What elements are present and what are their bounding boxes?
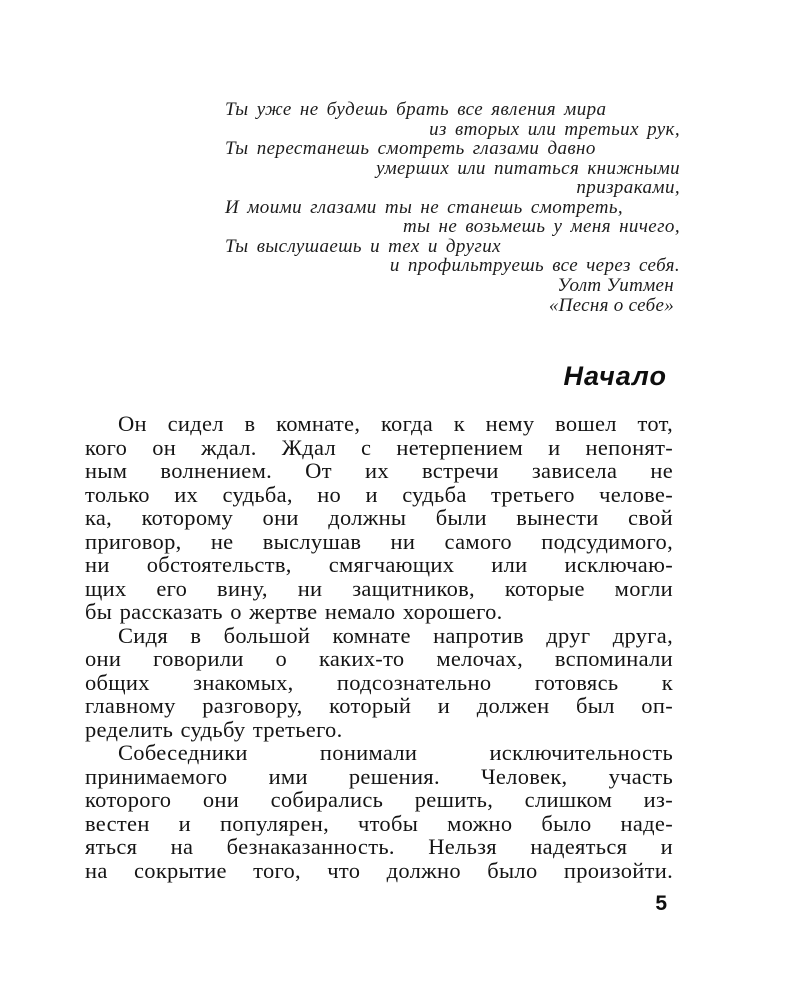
attribution-line: Уолт Уитмен bbox=[557, 275, 674, 296]
body-line: яться на безнаказанность. Нельзя надеяться и bbox=[85, 834, 673, 859]
body-line: общих знакомых, подсознательно готовясь к bbox=[85, 669, 673, 695]
paragraph bbox=[85, 624, 673, 742]
body-line: ным волнением. От их встречи зависела не bbox=[85, 458, 673, 483]
body-line: главному разговору, который и должен был оп- bbox=[85, 693, 673, 718]
attribution-line: «Песня о себе» bbox=[548, 295, 674, 316]
epigraph-line: умерших или питаться книжными bbox=[376, 157, 680, 179]
epigraph-line: и профильтруешь все через себя. bbox=[389, 255, 680, 276]
body-line: Сидя в большой комнате напротив друг друга, bbox=[118, 622, 673, 648]
body-line: на сокрытие того, что должно было произойти. bbox=[85, 857, 673, 883]
body-line: кого он ждал. Ждал с нетерпением и непонят- bbox=[85, 434, 673, 460]
epigraph-line: И моими глазами ты не станешь смотреть, bbox=[225, 196, 624, 218]
epigraph-line: ты не возьмешь у меня ничего, bbox=[403, 216, 680, 237]
body-line: бы рассказать о жертве немало хорошего. bbox=[85, 599, 503, 624]
epigraph-attribution bbox=[374, 276, 674, 316]
body-line: Собеседники понимали исключительность bbox=[118, 740, 673, 765]
paragraph bbox=[85, 412, 673, 624]
body-line: принимаемого ими решения. Человек, участь bbox=[85, 763, 673, 789]
body-line: ни обстоятельств, смягчающих или исключаю- bbox=[85, 552, 673, 577]
epigraph-poem bbox=[225, 100, 680, 276]
body-line: которого они собирались решить, слишком из- bbox=[85, 787, 673, 812]
body-line: они говорили о каких-то мелочах, вспоминали bbox=[85, 646, 673, 671]
body-line: приговор, не выслушав ни самого подсудимого, bbox=[85, 528, 673, 554]
epigraph-line: Ты выслушаешь и тех и других bbox=[225, 235, 501, 257]
epigraph-line: Ты уже не будешь брать все явления мира bbox=[225, 99, 607, 120]
epigraph-line: из вторых или третьих рук, bbox=[429, 118, 680, 140]
page-number: 5 bbox=[655, 892, 667, 915]
paragraph bbox=[85, 741, 673, 882]
chapter-title: Начало bbox=[563, 361, 667, 391]
body-line: ределить судьбу третьего. bbox=[85, 716, 343, 742]
epigraph-line: призраками, bbox=[576, 177, 680, 198]
epigraph-line: Ты перестанешь смотреть глазами давно bbox=[225, 138, 596, 159]
body-text bbox=[85, 412, 673, 882]
body-line: только их судьба, но и судьба третьего челове- bbox=[85, 481, 673, 507]
body-line: вестен и популярен, чтобы можно было наде- bbox=[85, 810, 673, 836]
body-line: щих его вину, ни защитников, которые могли bbox=[85, 575, 673, 601]
body-line: ка, которому они должны были вынести свой bbox=[85, 505, 673, 530]
body-line: Он сидел в комнате, когда к нему вошел тот, bbox=[118, 411, 673, 436]
